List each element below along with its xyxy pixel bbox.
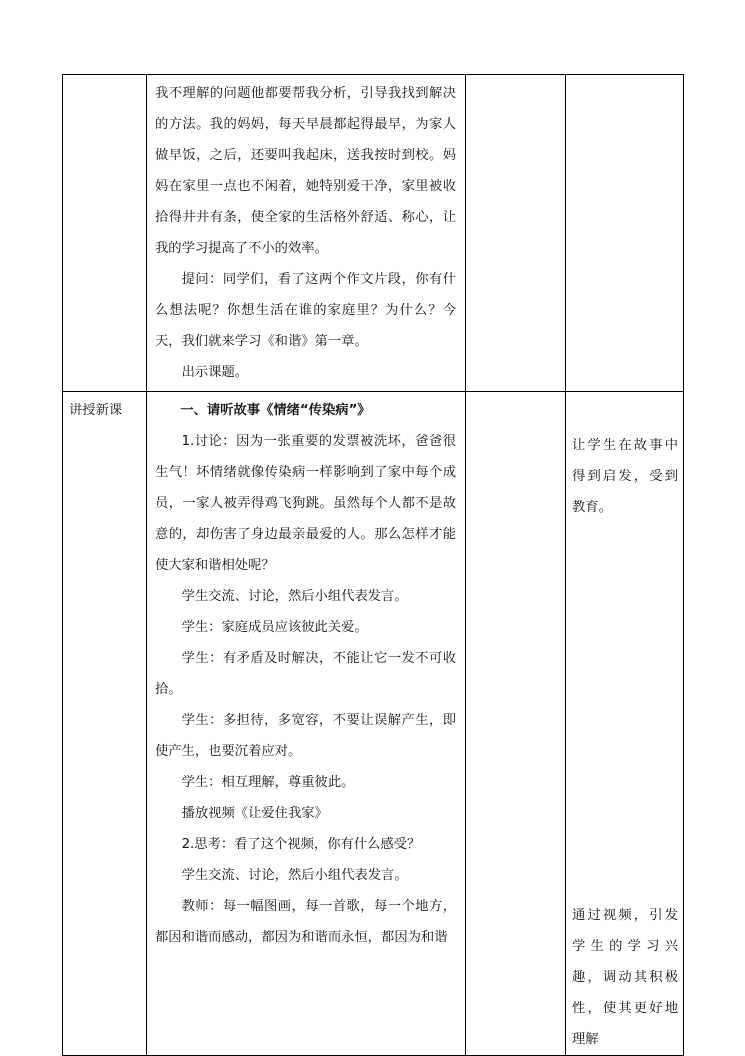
content-cell (147, 75, 466, 392)
lesson-plan-table (62, 74, 684, 1056)
table-row (63, 75, 684, 392)
section-label-cell (63, 392, 147, 1056)
paragraph: 1.讨论：因为一张重要的发票被洗坏，爸爸很生气！坏情绪就像传染病一样影响到了家中每个成员，一家人被弄得鸡飞狗跳。虽然每个人都不是故意的，却伤害了身边最亲最爱的人。那么怎样才能使大家和谐相处呢？ (155, 434, 456, 573)
paragraph: 学生：有矛盾及时解决，不能让它一发不可收拾。 (155, 651, 456, 697)
section-label-cell (63, 75, 147, 392)
paragraph: 学生：相互理解，尊重彼此。 (181, 775, 355, 790)
section-heading: 一、请听故事《情绪“传染病”》 (180, 403, 371, 418)
design-note-cell (566, 392, 684, 1056)
table-row (63, 392, 684, 1056)
paragraph: 学生交流、讨论，然后小组代表发言。 (181, 589, 408, 604)
content-cell (147, 392, 466, 1056)
design-note-cell (566, 75, 684, 392)
paragraph: 播放视频《让爱住我家》 (181, 806, 328, 821)
paragraph: 学生：家庭成员应该彼此关爱。 (181, 620, 368, 635)
paragraph: 学生交流、讨论，然后小组代表发言。 (181, 868, 408, 883)
empty-cell (466, 392, 566, 1056)
paragraph: 学生：多担待，多宽容，不要让误解产生，即使产生，也要沉着应对。 (155, 713, 456, 759)
paragraph: 提问：同学们，看了这两个作文片段，你有什么想法呢？你想生活在谁的家庭里？为什么？今天，我们就来学习《和谐》第一章。 (155, 272, 456, 349)
section-label: 讲授新课 (69, 403, 123, 418)
empty-cell (466, 75, 566, 392)
paragraph: 出示课题。 (181, 365, 249, 380)
design-note: 让学生在故事中得到启发，受到教育。 (572, 438, 678, 515)
paragraph: 2.思考：看了这个视频，你有什么感受？ (181, 837, 421, 852)
paragraph: 教师：每一幅图画，每一首歌，每一个地方，都因和谐而感动，都因为和谐而永恒，都因为和谐 (155, 899, 456, 945)
design-note: 通过视频，引发学生的学习兴趣，调动其积极性，使其更好地理解 (572, 908, 678, 1047)
paragraph: 我不理解的问题他都要帮我分析，引导我找到解决的方法。我的妈妈，每天早晨都起得最早，为家人做早饭，之后，还要叫我起床，送我按时到校。妈妈在家里一点也不闲着，她特别爱干净，家里被收拾得井井有条，使全家的生活格外舒适、称心，让我的学习提高了不小的效率。 (155, 86, 456, 256)
